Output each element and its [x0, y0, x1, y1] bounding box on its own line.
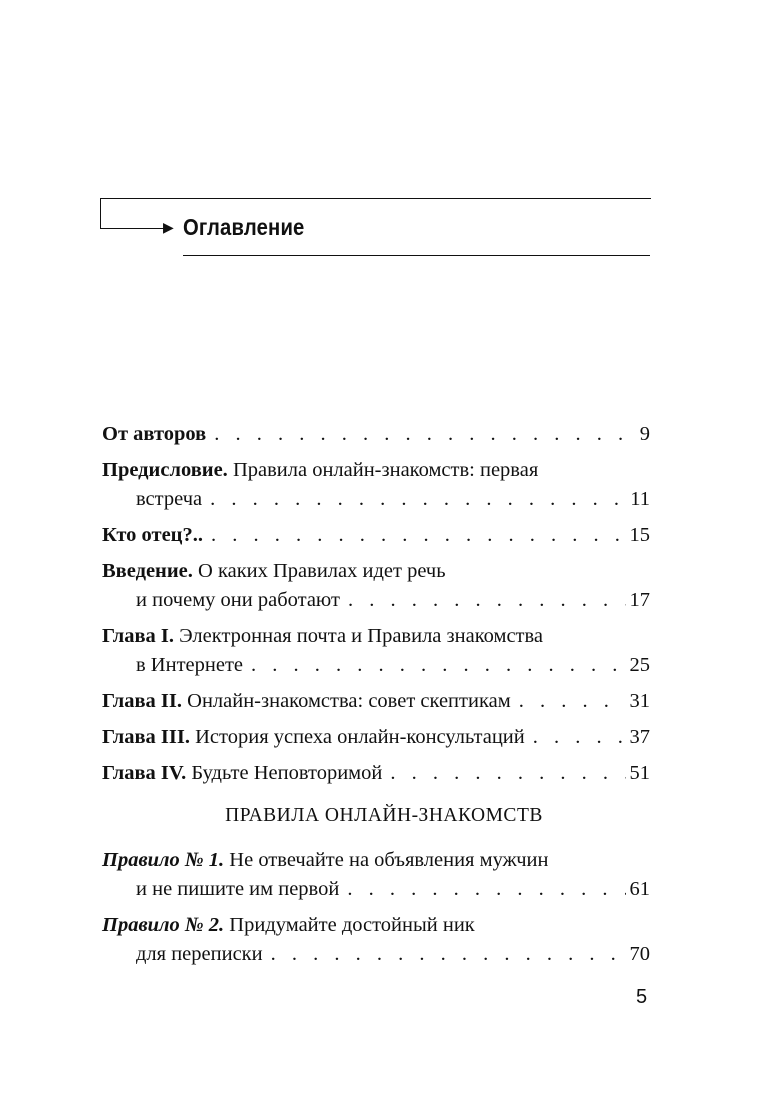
- page-title: Оглавление: [183, 214, 305, 240]
- toc-entry-continuation: в Интернете: [136, 654, 244, 676]
- leader-dots: [348, 586, 626, 615]
- toc-entry-subtitle: История успеха онлайн-консультаций: [190, 726, 525, 748]
- arrow-right-icon: ▶: [163, 220, 174, 236]
- toc-entry-page: 37: [629, 726, 650, 748]
- title-rule: [183, 255, 650, 256]
- toc-entry-continuation: встреча: [136, 488, 203, 510]
- rule-label: Правило № 1.: [102, 849, 225, 871]
- toc-entry-title: Введение.: [102, 560, 193, 582]
- toc-entry-page: 70: [629, 943, 650, 965]
- toc-entry-page: 51: [629, 762, 650, 784]
- toc-entry[interactable]: [102, 557, 650, 615]
- toc-entry[interactable]: [102, 521, 650, 550]
- toc-entry-subtitle: Электронная почта и Правила знакомства: [174, 625, 544, 647]
- toc-entry-subtitle: Будьте Неповторимой: [186, 762, 383, 784]
- toc-entry-subtitle: О каких Правилах идет речь: [192, 560, 446, 582]
- leader-dots: [210, 485, 626, 514]
- toc-entry-title: Глава IV.: [102, 762, 187, 784]
- toc-entry-subtitle: Правила онлайн-знакомств: первая: [227, 459, 539, 481]
- rule-continuation: и не пишите им первой: [136, 878, 340, 900]
- toc-entry-title: От авторов: [102, 423, 207, 445]
- leader-dots: [519, 687, 626, 716]
- arrow-line: [100, 228, 170, 229]
- leader-dots: [211, 521, 626, 550]
- toc-entry[interactable]: [102, 687, 650, 716]
- toc-entry-title: Глава III.: [102, 726, 190, 748]
- rule-label: Правило № 2.: [102, 914, 225, 936]
- rule-title: Не отвечайте на объявления мужчин: [224, 849, 549, 871]
- toc-entry-title: Кто отец?..: [102, 524, 203, 546]
- toc-entry-title: Глава I.: [102, 625, 175, 647]
- leader-dots: [251, 651, 625, 680]
- toc-entry-continuation: и почему они работают: [136, 589, 340, 611]
- page-number: 5: [636, 986, 648, 1008]
- toc-entry-title: Предисловие.: [102, 459, 228, 481]
- toc-entry[interactable]: [102, 456, 650, 514]
- toc-entry[interactable]: [102, 759, 650, 788]
- toc-entry-page: 25: [629, 654, 650, 676]
- leader-dots: [214, 420, 636, 449]
- toc-entry-page: 15: [629, 524, 650, 546]
- toc-entry[interactable]: [102, 622, 650, 680]
- toc-entry-subtitle: Онлайн-знакомства: совет скептикам: [182, 690, 511, 712]
- toc-entry-page: 31: [629, 690, 650, 712]
- rule-continuation: для переписки: [136, 943, 263, 965]
- rules-list: [102, 846, 650, 976]
- leader-dots: [347, 875, 625, 904]
- rule-title: Придумайте достойный ник: [224, 914, 475, 936]
- toc-entry-title: Глава II.: [102, 690, 183, 712]
- leader-dots: [533, 723, 626, 752]
- toc-entry-page: 17: [629, 589, 650, 611]
- section-heading: ПРАВИЛА ОНЛАЙН-ЗНАКОМСТВ: [225, 805, 543, 826]
- toc-entry[interactable]: [102, 846, 650, 904]
- toc-entry[interactable]: [102, 911, 650, 969]
- toc-entry-page: 11: [630, 488, 650, 510]
- toc-entry-page: 9: [639, 423, 650, 445]
- leader-dots: [271, 940, 626, 969]
- table-of-contents: [102, 420, 650, 795]
- toc-entry-page: 61: [629, 878, 650, 900]
- leader-dots: [390, 759, 625, 788]
- toc-entry[interactable]: [102, 723, 650, 752]
- toc-entry[interactable]: [102, 420, 650, 449]
